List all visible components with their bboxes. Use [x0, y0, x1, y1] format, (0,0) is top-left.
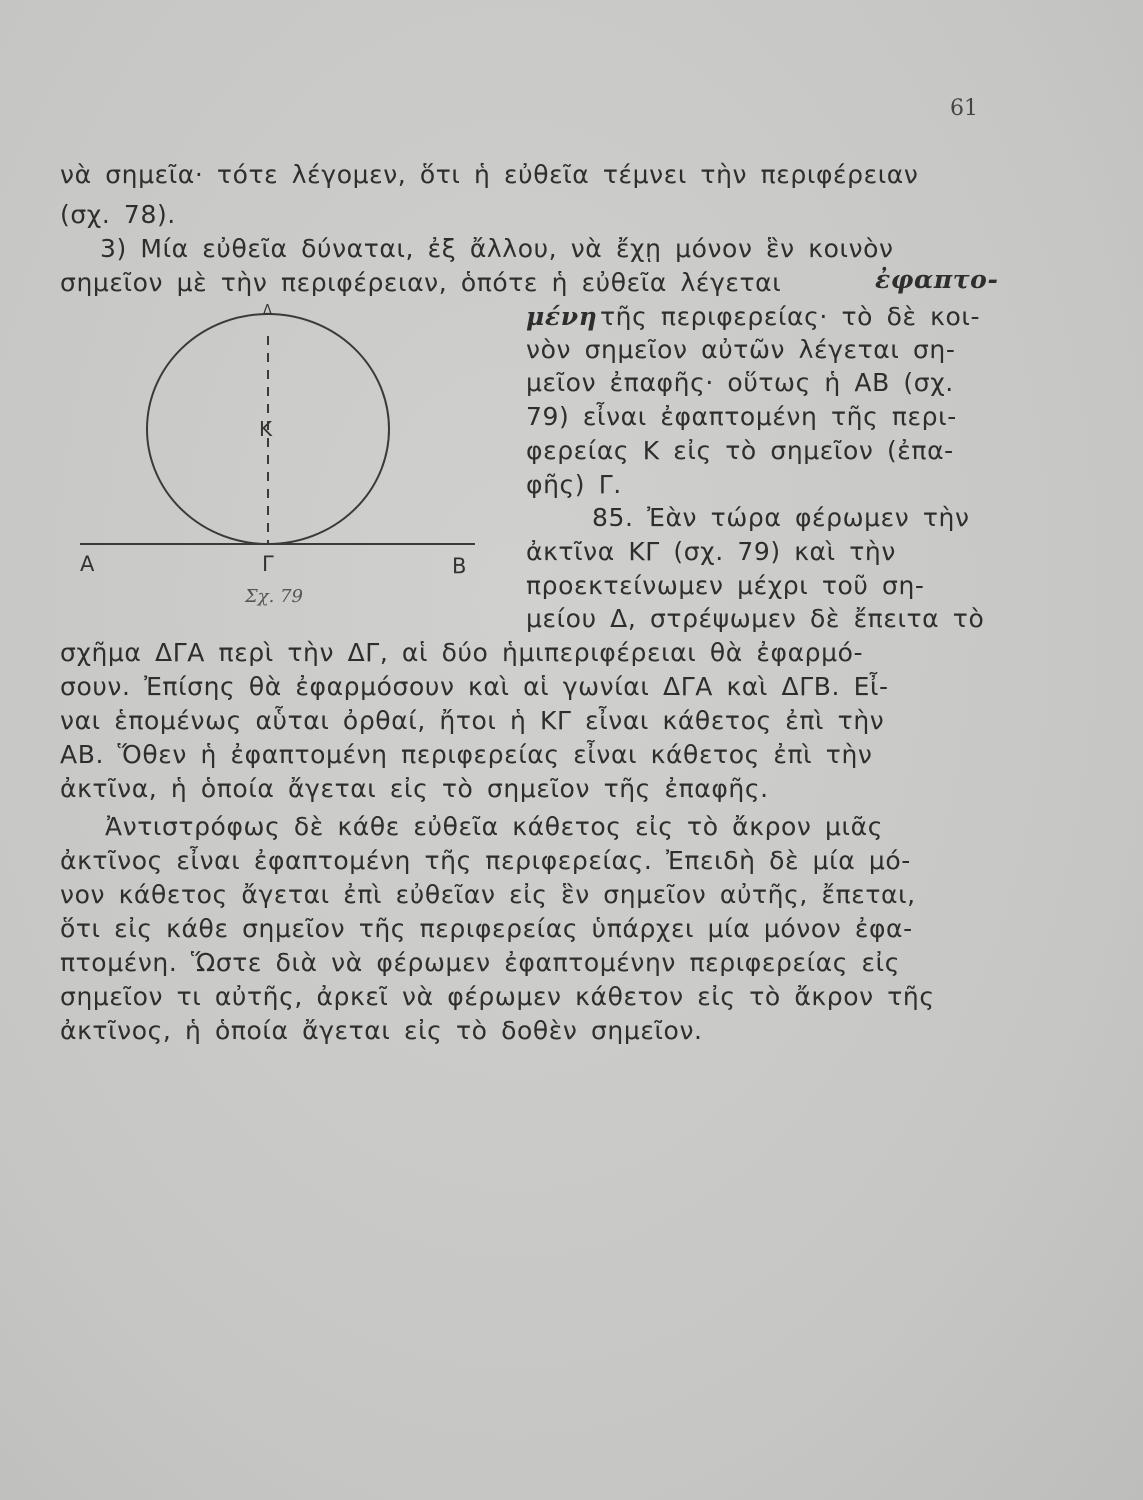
text-line: ναι ἑπομένως αὗται ὀρθαί, ἤτοι ἡ ΚΓ εἶναι κάθετος ἐπὶ τὴν	[60, 706, 885, 735]
text-line: μείου Δ, στρέψωμεν δὲ ἔπειτα τὸ	[526, 604, 985, 633]
text-line: ἀκτῖνος εἶναι ἐφαπτομένη τῆς περιφερείας. Ἐπειδὴ δὲ μία μό-	[60, 846, 911, 875]
text-line: νὸν σημεῖον αὐτῶν λέγεται ση-	[526, 335, 956, 364]
page-number: 61	[950, 96, 978, 121]
text-line: ΑΒ. Ὅθεν ἡ ἐφαπτομένη περιφερείας εἶναι κάθετος ἐπὶ τὴν	[60, 740, 873, 769]
text-line: νον κάθετος ἄγεται ἐπὶ εὐθεῖαν εἰς ἓν σημεῖον αὐτῆς, ἔπεται,	[60, 880, 916, 909]
text-line: σουν. Ἐπίσης θὰ ἐφαρμόσουν καὶ αἱ γωνίαι ΔΓΑ καὶ ΔΓΒ. Εἶ-	[60, 672, 889, 701]
text-line: ἀκτῖνος, ἡ ὁποία ἄγεται εἰς τὸ δοθὲν σημεῖον.	[60, 1016, 703, 1045]
label-gamma: Γ	[262, 552, 274, 576]
figure-79	[70, 296, 500, 616]
text-line: ἀκτῖνα ΚΓ (σχ. 79) καὶ τὴν	[526, 537, 896, 566]
text-line: (σχ. 78).	[60, 200, 176, 229]
figure-caption: Σχ. 79	[245, 586, 303, 607]
label-delta: Δ	[263, 303, 272, 318]
text-line: σχῆμα ΔΓΑ περὶ τὴν ΔΓ, αἱ δύο ἡμιπεριφέρειαι θὰ ἐφαρμό-	[60, 638, 864, 667]
section-85-start: 85. Ἐὰν τώρα φέρωμεν τὴν	[592, 503, 970, 532]
text-line: ἀκτῖνα, ἡ ὁποία ἄγεται εἰς τὸ σημεῖον τῆς ἐπαφῆς.	[60, 774, 769, 803]
text-line: σημεῖον μὲ τὴν περιφέρειαν, ὁπότε ἡ εὐθεῖα λέγεται	[60, 268, 782, 297]
text-line: φερείας Κ εἰς τὸ σημεῖον (ἐπα-	[526, 436, 954, 465]
text-line: 79) εἶναι ἐφαπτομένη τῆς περι-	[526, 402, 957, 431]
label-beta: Β	[452, 554, 467, 578]
text-line: μεῖον ἐπαφῆς· οὕτως ἡ ΑΒ (σχ.	[526, 368, 954, 397]
text-line: πτομένη. Ὥστε διὰ νὰ φέρωμεν ἐφαπτομένην περιφερείας εἰς	[60, 948, 900, 977]
emphasized-term	[526, 302, 597, 331]
text-line: φῆς) Γ.	[526, 470, 622, 499]
text-line: νὰ σημεῖα· τότε λέγομεν, ὅτι ἡ εὐθεῖα τέμνει τὴν περιφέρειαν	[60, 160, 919, 189]
emphasized-term	[875, 265, 998, 294]
tangent-diagram	[70, 296, 500, 616]
label-alpha: Α	[80, 552, 95, 576]
text-line: 3) Μία εὐθεῖα δύναται, ἐξ ἄλλου, νὰ ἔχῃ μόνον ἓν κοινὸν	[100, 234, 894, 263]
text-line: ὅτι εἰς κάθε σημεῖον τῆς περιφερείας ὑπάρχει μία μόνον ἐφα-	[60, 914, 913, 943]
emphasized-term-part: μένη	[526, 302, 598, 331]
text-line: σημεῖον τι αὐτῆς, ἀρκεῖ νὰ φέρωμεν κάθετον εἰς τὸ ἄκρον τῆς	[60, 982, 935, 1011]
emphasized-term-part: ἐφαπτο-	[875, 265, 999, 294]
text-line: Ἀντιστρόφως δὲ κάθε εὐθεῖα κάθετος εἰς τὸ ἄκρον μιᾶς	[105, 812, 883, 841]
text-line: προεκτείνωμεν μέχρι τοῦ ση-	[526, 571, 925, 600]
label-kappa: Κ	[259, 417, 273, 441]
text-line: τῆς περιφερείας· τὸ δὲ κοι-	[600, 302, 981, 331]
